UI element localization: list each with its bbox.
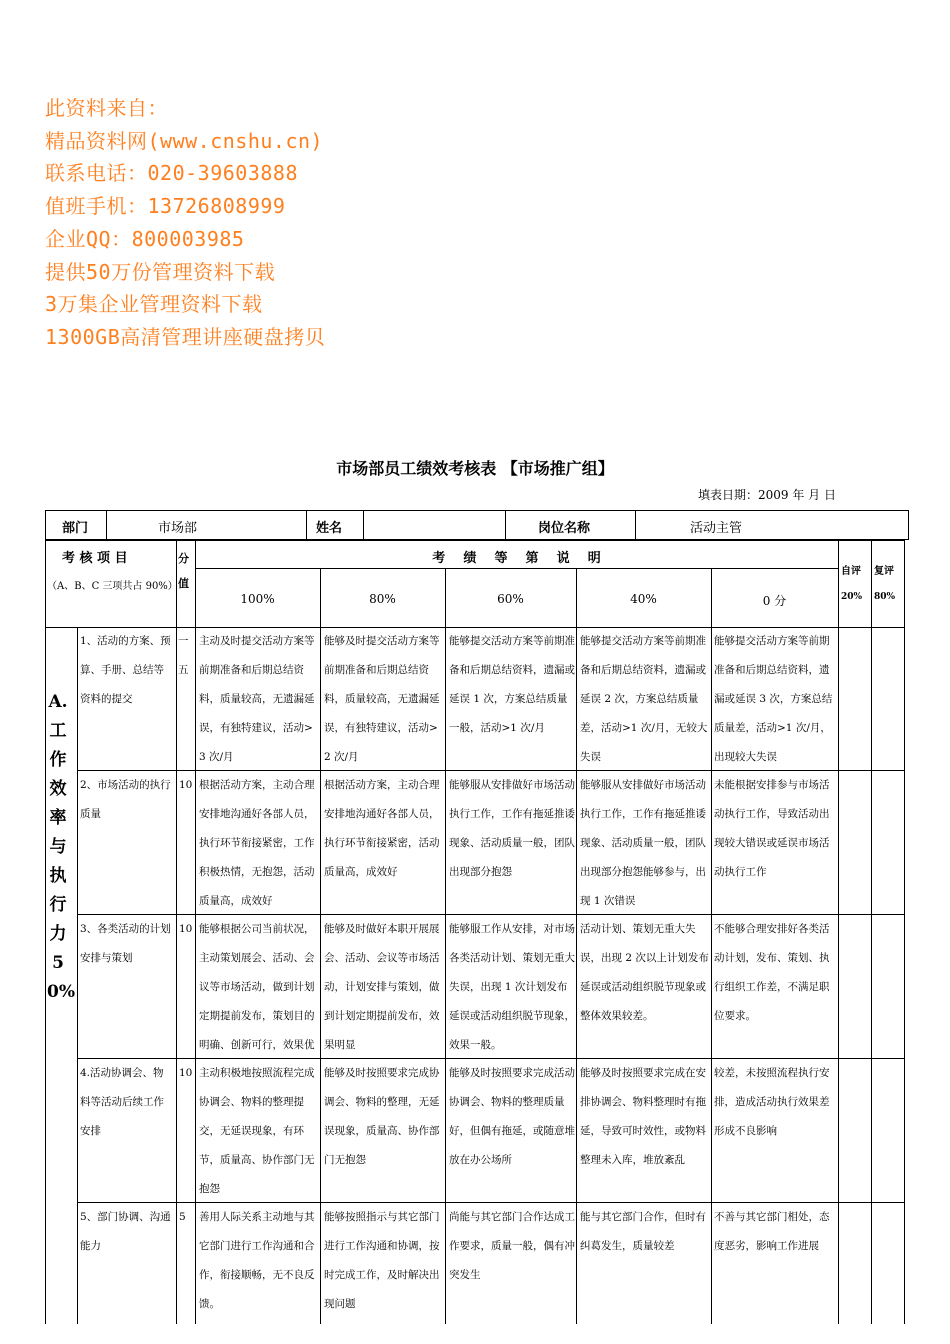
fill-date: 填表日期：2009 年 月 日 — [698, 488, 836, 502]
post-label: 岗位名称 — [538, 521, 591, 536]
ad-line: 1300GB高清管理讲座硬盘拷贝 — [45, 324, 326, 349]
item-header: 考 核 项 目 — [62, 551, 128, 566]
row-item: 4.活动协调会、物料等活动后续工作安排 — [80, 1067, 164, 1137]
divider — [871, 540, 872, 1324]
divider — [838, 540, 839, 1324]
criterion-40: 活动计划、策划无重大失误，出现 2 次以上计划发布延误或活动组织脱节现象或整体效果较差。 — [580, 923, 709, 1022]
criterion-80: 能够及时提交活动方案等前期准备和后期总结资料，质量较高，无遗漏延误，有独特建议，活动>2 次/月 — [324, 635, 440, 763]
level-40: 40% — [630, 592, 657, 606]
row-item: 3、各类活动的计划安排与策划 — [80, 923, 171, 964]
desc-header: 考 绩 等 第 说 明 — [432, 551, 601, 566]
row-item: 1、活动的方案、预算、手册、总结等资料的提交 — [80, 635, 171, 705]
criterion-0: 不善与其它部门相处，态度恶劣，影响工作进展 — [714, 1211, 830, 1252]
criterion-80: 能够按照指示与其它部门进行工作沟通和协调，按时完成工作，及时解决出现问题 — [324, 1211, 440, 1310]
row-score: 10 — [179, 779, 193, 791]
row-item: 2、市场活动的执行质量 — [80, 779, 171, 820]
level-100: 100% — [240, 592, 275, 606]
criterion-40: 能够及时按照要求完成在安排协调会、物料整理时有拖延，导致可时效性，或物料整理未入库，堆放紊乱 — [580, 1067, 706, 1166]
criterion-80: 能够及时按照要求完成协调会、物料的整理，无延误现象，质量高、协作部门无抱怨 — [324, 1067, 440, 1166]
divider — [320, 568, 321, 1324]
level-0: 0 分 — [762, 594, 787, 608]
criterion-100: 主动积极地按照流程完成协调会、物料的整理提交，无延误现象，有环节，质量高、协作部门无抱怨 — [199, 1067, 315, 1195]
criterion-100: 主动及时提交活动方案等前期准备和后期总结资料，质量较高，无遗漏延误，有独特建议，活动>3 次/月 — [199, 635, 315, 763]
criterion-40: 能够提交活动方案等前期准备和后期总结资料，遗漏或延误 2 次，方案总结质量差，活动>1 次/月，无较大失误 — [580, 635, 708, 763]
criterion-60: 能够服工作从安排，对市场各类活动计划、策划无重大失误，出现 1 次计划发布延误或活动组织脱节现象，效果一般。 — [449, 923, 575, 1051]
criterion-80: 根据活动方案，主动合理安排地沟通好各部人员，执行环节衔接紧密，活动质量高，成效好 — [324, 779, 440, 878]
review-header: 复评 — [874, 566, 894, 577]
row-item: 5、部门协调、沟通 能力 — [80, 1211, 171, 1252]
criterion-100: 善用人际关系主动地与其它部门进行工作沟通和合作，衔接顺畅，无不良反馈。 — [199, 1211, 315, 1310]
score-header: 分值 — [178, 552, 189, 590]
divider — [106, 510, 107, 540]
level-80: 80% — [369, 592, 396, 606]
ad-line: 提供50万份管理资料下载 — [45, 259, 276, 284]
row-score: 10 — [179, 1067, 193, 1079]
criterion-60: 能够及时按照要求完成活动协调会、物料的整理质量好，但偶有拖延，或随意堆放在办公场所 — [449, 1067, 575, 1166]
criterion-0: 未能根据安排参与市场活动执行工作，导致活动出现较大错误或延误市场活动执行工作 — [714, 779, 830, 878]
divider — [445, 568, 446, 1324]
row-score: 5 — [179, 1211, 186, 1223]
divider — [576, 568, 577, 1324]
divider — [363, 510, 364, 540]
ad-line: 此资料来自： — [45, 96, 168, 120]
ad-block — [45, 92, 325, 354]
ad-line: 3万集企业管理资料下载 — [45, 292, 263, 317]
criterion-60: 尚能与其它部门合作达成工作要求，质量一般，偶有冲突发生 — [449, 1211, 575, 1281]
self-eval-header: 自评 — [841, 566, 861, 577]
divider — [306, 510, 307, 540]
item-note: （A、B、C 三项共占 90%） — [47, 581, 178, 592]
document-title: 市场部员工绩效考核表 【市场推广组】 — [336, 459, 614, 478]
divider — [77, 627, 78, 1324]
divider — [711, 568, 712, 1324]
dept-label: 部门 — [62, 521, 89, 536]
criterion-100: 能够根据公司当前状况，主动策划展会、活动、会议等市场活动，做到计划定期提前发布，策划目的明确、创新可行，效果优 — [199, 923, 315, 1051]
ad-line: 企业QQ：800003985 — [45, 226, 245, 251]
divider — [505, 510, 506, 540]
post-value: 活动主管 — [690, 521, 743, 536]
row-score: 10 — [179, 923, 193, 935]
ad-line: 精品资料网(www.cnshu.cn) — [45, 128, 324, 153]
dept-value: 市场部 — [158, 521, 198, 536]
divider — [195, 568, 838, 569]
section-label: A.工作效率与执行力50% — [47, 692, 75, 1002]
divider — [195, 540, 196, 1324]
criterion-40: 能够服从安排做好市场活动执行工作，工作有拖延推诿现象、活动质量一般，团队出现部分抱怨能够参与，出现 1 次错误 — [580, 779, 706, 907]
name-label: 姓名 — [316, 521, 343, 536]
divider — [635, 510, 636, 540]
divider — [176, 540, 177, 1324]
ad-line: 值班手机：13726808999 — [45, 194, 286, 219]
criterion-100: 根据活动方案，主动合理安排地沟通好各部人员，执行环节衔接紧密，工作积极热情，无抱怨，活动质量高，成效好 — [199, 779, 315, 907]
criterion-60: 能够服从安排做好市场活动执行工作，工作有拖延推诿现象、活动质量一般，团队出现部分抱怨 — [449, 779, 575, 878]
criterion-0: 能够提交活动方案等前期准备和后期总结资料，遗漏或延误 3 次，方案总结质量差，活动>1 次/月，出现较大失误 — [714, 635, 833, 763]
criterion-0: 较差，未按照流程执行安排，造成活动执行效果差形成不良影响 — [714, 1067, 830, 1137]
criterion-40: 能与其它部门合作，但时有纠葛发生，质量较差 — [580, 1211, 706, 1252]
row-score: 一五 — [178, 635, 189, 676]
criterion-60: 能够提交活动方案等前期准备和后期总结资料，遗漏或延误 1 次，方案总结质量一般，活动>1 次/月 — [449, 635, 575, 734]
self-eval-weight: 20% — [841, 592, 863, 602]
ad-line: 联系电话：020-39603888 — [45, 161, 298, 186]
review-weight: 80% — [874, 592, 896, 602]
criterion-80: 能够及时做好本职开展展会、活动、会议等市场活动，计划安排与策划，做到计划定期提前发布，效果明显 — [324, 923, 440, 1051]
level-60: 60% — [497, 592, 524, 606]
criterion-0: 不能够合理安排好各类活动计划，发布、策划、执行组织工作差，不满足职位要求。 — [714, 923, 830, 1022]
